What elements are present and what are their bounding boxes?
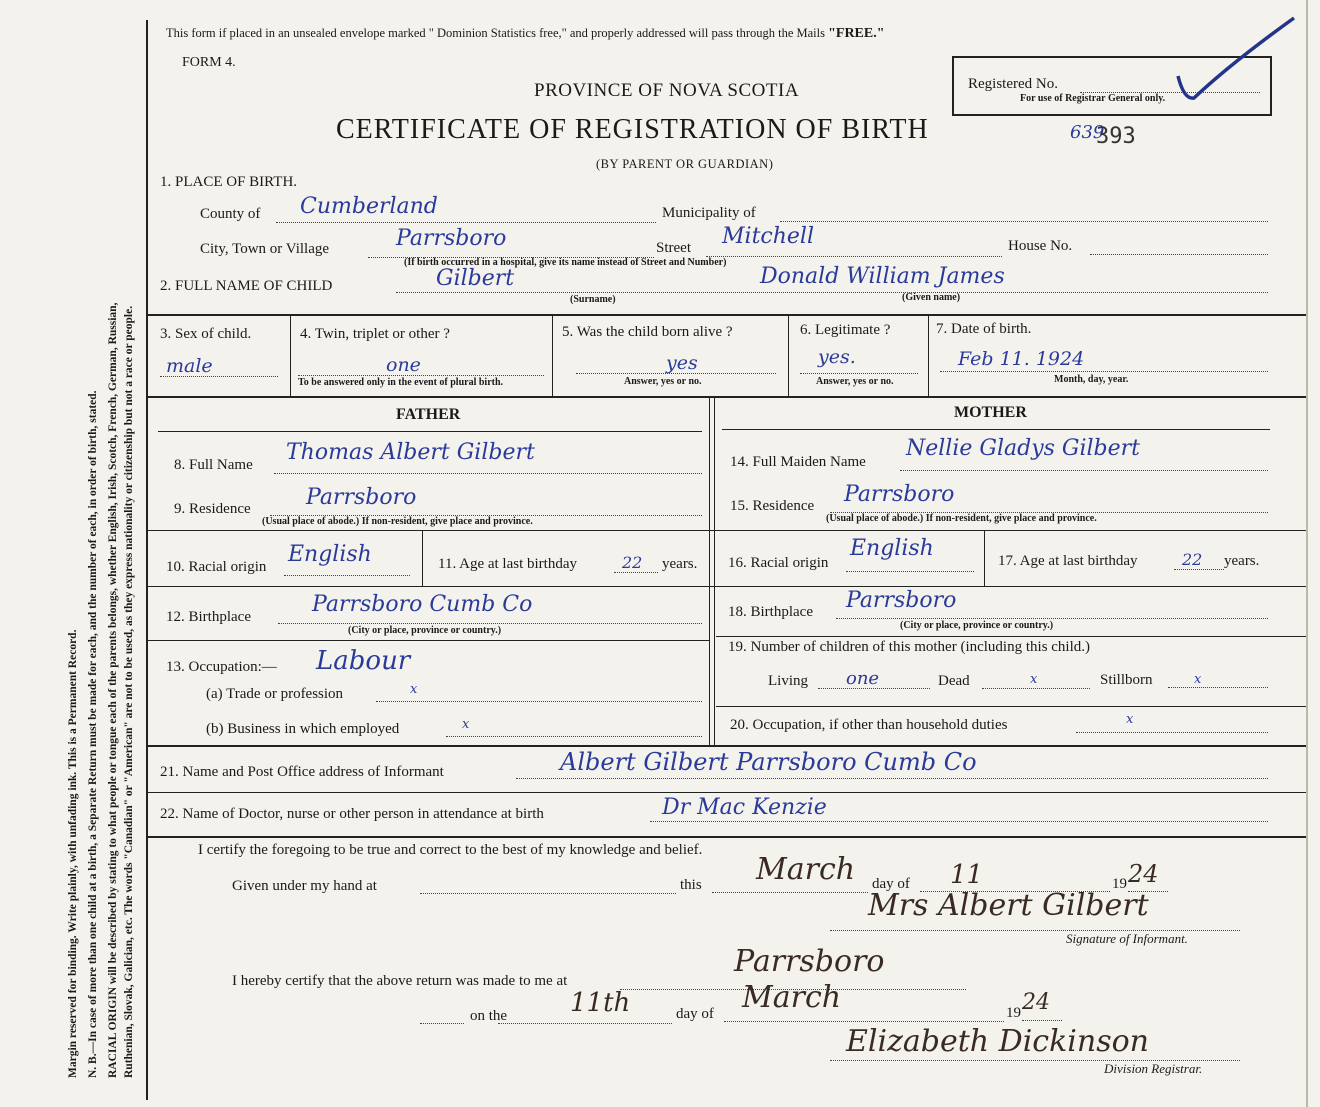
dead-label: Dead	[938, 673, 970, 689]
alive-value: yes	[666, 352, 698, 374]
place-of-birth-heading: 1. PLACE OF BIRTH.	[160, 174, 298, 190]
municipality-label: Municipality of	[662, 205, 756, 221]
date-value: Feb 11. 1924	[958, 348, 1085, 370]
mother-name-label: 14. Full Maiden Name	[730, 454, 866, 470]
child-surname-value: Gilbert	[436, 266, 515, 291]
child-given-value: Donald William James	[760, 264, 1005, 289]
city-value: Parrsboro	[396, 226, 507, 251]
mother-heading: MOTHER	[954, 404, 1027, 421]
father-birthplace-value: Parrsboro Cumb Co	[312, 592, 533, 617]
mother-age-value: 22	[1182, 550, 1203, 569]
registered-label: Registered No.	[968, 76, 1058, 92]
alive-label: 5. Was the child born alive ?	[562, 324, 733, 340]
legitimate-label: 6. Legitimate ?	[800, 322, 891, 338]
cert-year-value: 24	[1128, 860, 1159, 888]
father-residence-note: (Usual place of abode.) If non-resident, give place and province.	[262, 516, 533, 527]
province-title: PROVINCE OF NOVA SCOTIA	[534, 80, 800, 101]
mother-age-label: 17. Age at last birthday	[998, 553, 1138, 569]
registrar-use-note: For use of Registrar General only.	[1020, 93, 1166, 104]
father-heading: FATHER	[396, 406, 461, 423]
mother-birthplace-value: Parrsboro	[846, 588, 957, 613]
margin-binding-note: Margin reserved for binding. Write plainly, with unfading ink. This is a Permanent Record.	[67, 629, 79, 1078]
mother-residence-value: Parrsboro	[844, 482, 955, 507]
hospital-note: (If birth occurred in a hospital, give its name instead of Street and Number)	[404, 257, 727, 268]
cert-year-print: 19	[1112, 876, 1127, 892]
city-label: City, Town or Village	[200, 241, 330, 257]
trade-label: (a) Trade or profession	[206, 686, 344, 702]
street-label: Street	[656, 240, 691, 256]
informant-signature-caption: Signature of Informant.	[1066, 931, 1188, 946]
sex-label: 3. Sex of child.	[160, 326, 252, 342]
business-value: x	[462, 717, 470, 732]
legitimate-value: yes.	[818, 346, 856, 368]
stillborn-label: Stillborn	[1100, 672, 1153, 688]
return-statement: I hereby certify that the above return was made to me at	[232, 973, 568, 989]
right-edge	[1306, 0, 1308, 1107]
mother-children-label: 19. Number of children of this mother (including this child.)	[728, 639, 1091, 655]
margin-racial-note-2: Ruthenian, Slovak, Galician, etc. The words "Canadian" or "American" are not to be used, as they express nationality or citizenship but not a race or people.	[123, 305, 135, 1078]
return-year-print: 19	[1006, 1005, 1021, 1021]
father-residence-value: Parrsboro	[306, 485, 417, 510]
dead-value: x	[1030, 672, 1038, 687]
mother-birthplace-note: (City or place, province or country.)	[900, 620, 1054, 631]
county-label: County of	[200, 206, 261, 222]
row3-bottom-line	[148, 396, 1306, 398]
father-age-label: 11. Age at last birthday	[438, 556, 577, 572]
father-age-value: 22	[622, 553, 643, 572]
mother-birthplace-label: 18. Birthplace	[728, 604, 813, 620]
stamp-handwritten-prefix: 639	[1070, 122, 1105, 143]
parents-divider-left	[709, 398, 710, 746]
return-day-value: 11th	[570, 988, 631, 1018]
father-residence-label: 9. Residence	[174, 501, 251, 517]
certification-statement: I certify the foregoing to be true and correct to the best of my knowledge and belief.	[198, 842, 703, 858]
stillborn-value: x	[1194, 672, 1202, 687]
informant-value: Albert Gilbert Parrsboro Cumb Co	[560, 748, 977, 776]
return-place-value: Parrsboro	[734, 944, 885, 979]
margin-racial-note: RACIAL ORIGIN will be described by stating to what people or tongue each of the parents belongs, whether English, Irish, Scotch, French, German, Russian,	[107, 302, 119, 1078]
row3-top-line	[148, 314, 1306, 316]
informant-label: 21. Name and Post Office address of Informant	[160, 764, 444, 780]
father-name-label: 8. Full Name	[174, 457, 253, 473]
father-racial-label: 10. Racial origin	[166, 559, 267, 575]
living-value: one	[846, 668, 880, 689]
on-the-label: on the	[470, 1008, 508, 1024]
dayof-label: day of	[872, 876, 910, 892]
mail-notice: This form if placed in an unsealed envelope marked " Dominion Statistics free," and properly addressed will pass through the Mails "FREE."	[166, 26, 885, 41]
registrar-signature-caption: Division Registrar.	[1104, 1061, 1203, 1076]
left-border	[146, 20, 148, 1100]
form-number: FORM 4.	[182, 55, 236, 70]
return-year-value: 24	[1022, 990, 1050, 1015]
certificate-subtitle: (BY PARENT OR GUARDIAN)	[596, 157, 774, 171]
registrar-check-mark	[1160, 14, 1300, 110]
father-occupation-value: Labour	[316, 646, 411, 676]
certificate-title: CERTIFICATE OF REGISTRATION OF BIRTH	[336, 114, 929, 145]
registrar-signature: Elizabeth Dickinson	[846, 1024, 1149, 1059]
father-racial-value: English	[288, 542, 372, 567]
twin-note: To be answered only in the event of plural birth.	[298, 377, 504, 388]
day-of-label: day of	[676, 1006, 714, 1022]
mother-racial-value: English	[850, 536, 934, 561]
parents-bottom-line	[148, 745, 1306, 747]
living-label: Living	[768, 673, 808, 689]
mother-residence-label: 15. Residence	[730, 498, 815, 514]
father-birthplace-note: (City or place, province or country.)	[348, 625, 502, 636]
this-label: this	[680, 877, 702, 893]
sex-value: male	[166, 355, 213, 377]
doctor-value: Dr Mac Kenzie	[662, 795, 827, 820]
twin-label: 4. Twin, triplet or other ?	[300, 326, 450, 342]
cert-month-value: March	[756, 852, 856, 887]
trade-value: x	[410, 682, 418, 697]
house-label: House No.	[1008, 238, 1073, 254]
given-under-label: Given under my hand at	[232, 878, 377, 894]
legitimate-note: Answer, yes or no.	[816, 376, 894, 387]
mother-racial-label: 16. Racial origin	[728, 555, 829, 571]
date-label: 7. Date of birth.	[936, 321, 1032, 337]
twin-value: one	[386, 354, 421, 376]
alive-note: Answer, yes or no.	[624, 376, 702, 387]
margin-nb-note: N. B.—In case of more than one child at a birth, a Separate Return must be made for each, and the number of each, in order of birth, stated.	[87, 390, 99, 1078]
return-month-value: March	[742, 980, 842, 1015]
county-value: Cumberland	[300, 194, 438, 219]
cert-day-value: 11	[950, 860, 984, 890]
parents-divider-right	[714, 398, 715, 746]
mother-age-unit: years.	[1224, 553, 1260, 569]
business-label: (b) Business in which employed	[206, 721, 400, 737]
street-value: Mitchell	[722, 224, 814, 249]
mother-residence-note: (Usual place of abode.) If non-resident, give place and province.	[826, 513, 1097, 524]
father-name-value: Thomas Albert Gilbert	[286, 440, 535, 465]
mother-occupation-value: x	[1126, 712, 1134, 727]
father-age-unit: years.	[662, 556, 698, 572]
doctor-label: 22. Name of Doctor, nurse or other person in attendance at birth	[160, 806, 544, 822]
father-birthplace-label: 12. Birthplace	[166, 609, 251, 625]
surname-caption: (Surname)	[570, 294, 616, 305]
given-caption: (Given name)	[902, 292, 961, 303]
mother-occupation-label: 20. Occupation, if other than household duties	[730, 717, 1008, 733]
stamp-number: 393	[1096, 124, 1136, 149]
informant-signature: Mrs Albert Gilbert	[868, 888, 1149, 923]
child-name-label: 2. FULL NAME OF CHILD	[160, 278, 333, 294]
date-note: Month, day, year.	[1054, 374, 1129, 385]
mother-name-value: Nellie Gladys Gilbert	[906, 436, 1141, 461]
father-occupation-label: 13. Occupation:—	[166, 659, 277, 675]
